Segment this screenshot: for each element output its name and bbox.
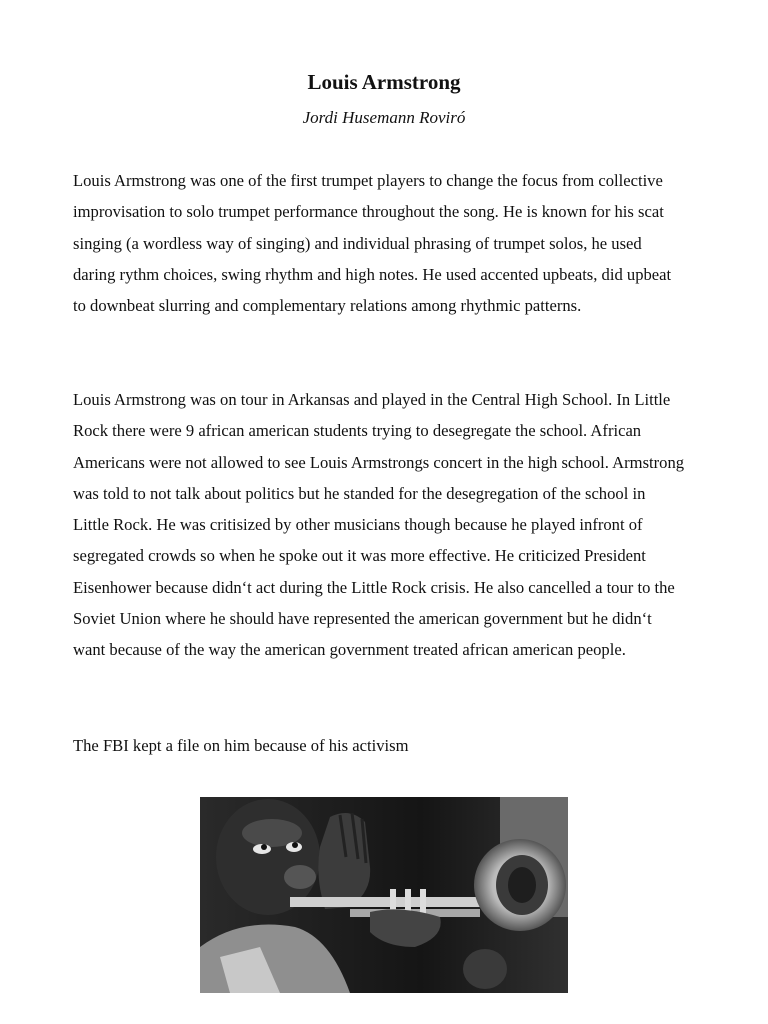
paragraph-activism: Louis Armstrong was on tour in Arkansas and played in the Central High School. In Little Rock there were 9 african american students trying to desegregate the school. African Americans were not allowed to see Louis Armstrongs concert in the high school. Armstrong was told to not talk about politics but he standed for the desegregation of the school in Little Rock. He was critisized by other musicians though because he played infront of segregated crowds so when he spoke out it was more effective. He criticized President Eisenhower because didn‘t act during the Little Rock crisis. He also cancelled a tour to the Soviet Union where he should have represented the american government but he didn‘t want because of the way the american government treated african american people. bbox=[73, 390, 685, 660]
document-author: Jordi Husemann Roviró bbox=[302, 108, 466, 127]
trumpet-player-photo bbox=[200, 797, 568, 993]
document-title: Louis Armstrong bbox=[307, 70, 461, 94]
photo-illustration bbox=[200, 797, 568, 993]
paragraph-fbi: The FBI kept a file on him because of his activism bbox=[73, 736, 409, 755]
paragraph-style: Louis Armstrong was one of the first trumpet players to change the focus from collective improvisation to solo trumpet performance throughout the song. He is known for his scat singing (a wordless way of singing) and individual phrasing of trumpet solos, he used daring rythm choices, swing rhythm and high notes. He used accented upbeats, did upbeat to downbeat slurring and complementary relations among rhythmic patterns. bbox=[73, 171, 672, 316]
